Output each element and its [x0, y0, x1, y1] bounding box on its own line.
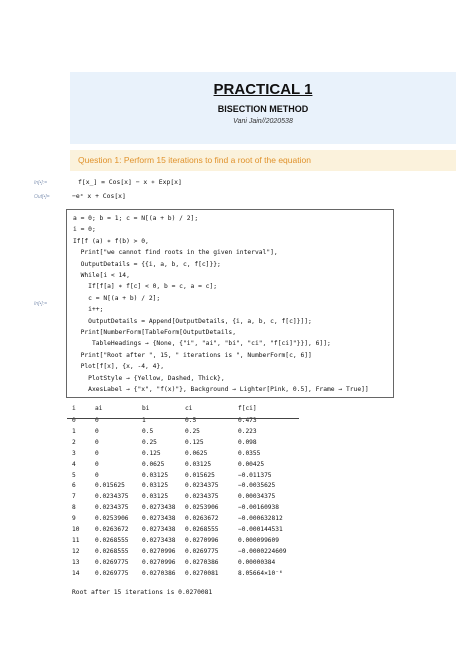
table-cell: 0.0625 [185, 449, 208, 457]
table-cell: 0.03125 [142, 493, 169, 501]
table-header-cell: ci [185, 405, 193, 412]
table-cell: 0 [72, 417, 76, 424]
function-output: −eˣ x + Cos[x] [72, 192, 126, 200]
question-banner [70, 150, 456, 171]
code-line: TableHeadings → {None, {"i", "ai", "bi", "ci", "f[ci]"}}], 6]]; [73, 340, 331, 348]
page-title: PRACTICAL 1 [213, 81, 313, 98]
table-cell: 0.0269775 [185, 547, 219, 555]
table-cell: 0.0253906 [95, 515, 129, 523]
table-cell: 0.03125 [142, 471, 169, 479]
table-cell: 1 [142, 417, 146, 424]
table-header-cell: f[ci] [238, 405, 257, 412]
table-cell: 0.00425 [238, 460, 265, 468]
code-line: Plot[f[x], {x, -4, 4}, [73, 363, 164, 371]
table-cell: 0.03125 [142, 482, 169, 490]
code-input-cell[interactable] [66, 209, 394, 398]
table-cell: −0.0035625 [238, 482, 276, 490]
table-cell: 0.0234375 [95, 504, 129, 512]
table-cell: 0.5 [142, 427, 154, 435]
table-cell: 0.03125 [185, 460, 212, 468]
code-line: a = 0; b = 1; c = N[(a + b) / 2]; [73, 215, 199, 222]
table-cell: 3 [72, 449, 76, 457]
table-cell: 2 [72, 438, 76, 446]
table-cell: 0.098 [238, 438, 257, 446]
code-line: i++; [73, 306, 104, 314]
table-cell: 10 [72, 526, 80, 533]
question-text: Question 1: Perform 15 iterations to find a root of the equation [78, 155, 311, 165]
table-cell: 11 [72, 536, 80, 544]
table-cell: 0.0234375 [185, 482, 219, 490]
table-cell: 5 [72, 471, 76, 479]
input-label-1: In[•]:= [34, 180, 48, 186]
table-cell: 4 [72, 460, 76, 468]
table-cell: 0.00034375 [238, 493, 276, 501]
table-cell: 0.015625 [185, 471, 215, 479]
author-line: Vani Jain//2020538 [233, 118, 293, 125]
table-cell: 0 [95, 449, 99, 457]
table-cell: 0.015625 [95, 482, 125, 490]
code-line: PlotStyle → {Yellow, Dashed, Thick}, [73, 374, 225, 382]
table-cell: −0.011375 [238, 471, 272, 479]
table-cell: 0.0269775 [95, 569, 129, 577]
function-definition[interactable]: f[x_] = Cos[x] − x ∗ Exp[x] [78, 178, 182, 186]
table-cell: 0.0273438 [142, 526, 176, 533]
table-cell: 0 [95, 438, 99, 446]
table-cell: 0.0268555 [95, 547, 129, 555]
table-cell: 8 [72, 504, 76, 512]
table-cell: 0.0270996 [142, 558, 176, 566]
table-cell: 0.0268555 [95, 536, 129, 544]
table-cell: 13 [72, 558, 80, 566]
table-cell: −0.00160938 [238, 504, 279, 512]
table-cell: 0.25 [142, 438, 157, 446]
code-line: i = 0; [73, 226, 96, 234]
table-cell: 0 [95, 471, 99, 479]
table-cell: 0.0263672 [95, 526, 129, 533]
table-cell: 0.5 [185, 417, 197, 424]
table-cell: 0.125 [142, 449, 161, 457]
table-cell: 0.0273438 [142, 515, 176, 523]
table-cell: 0.0355 [238, 449, 261, 457]
table-cell: 0.0270081 [185, 569, 219, 577]
code-line: While[i < 14, [73, 272, 130, 279]
table-cell: 8.05664×10⁻⁶ [238, 569, 283, 577]
table-cell: −0.000632812 [238, 515, 283, 523]
table-header-cell: i [72, 405, 76, 412]
table-cell: 6 [72, 482, 76, 490]
table-cell: 1 [72, 427, 76, 435]
table-cell: 0.0234375 [185, 493, 219, 501]
table-cell: 9 [72, 515, 76, 523]
input-label-2: In[•]:= [34, 301, 48, 307]
table-cell: 0.125 [185, 438, 204, 446]
table-cell: 0.0270996 [185, 536, 219, 544]
page-subtitle: BISECTION METHOD [217, 104, 309, 114]
table-cell: 0.0268555 [185, 526, 219, 533]
root-result-text: Root after 15 iterations is 0.0270081 [72, 589, 213, 596]
table-header-cell: bi [142, 405, 150, 412]
table-cell: 0.25 [185, 427, 200, 435]
output-label-1: Out[•]= [34, 194, 50, 200]
table-cell: 7 [72, 493, 76, 501]
table-cell: 0.0270386 [142, 569, 176, 577]
code-line: Print["we cannot find roots in the given interval"], [73, 249, 278, 257]
code-line: If[f[a] ∗ f[c] < 0, b = c, a = c]; [73, 283, 218, 291]
table-cell: 0 [95, 417, 99, 424]
code-line: OutputDetails = {{i, a, b, c, f[c]}}; [73, 260, 221, 268]
code-line: If[f (a) ∗ f(b) > 0, [73, 237, 149, 245]
table-cell: 0 [95, 427, 99, 435]
code-line: Print[NumberForm[TableForm[OutputDetails, [73, 329, 237, 336]
table-cell: −0.0000224609 [238, 547, 287, 555]
table-cell: 14 [72, 569, 80, 577]
table-cell: 0.473 [238, 417, 257, 424]
table-cell: 0.0234375 [95, 493, 129, 501]
title-block [70, 72, 456, 144]
table-cell: 0.0263672 [185, 515, 219, 523]
table-cell: 0.223 [238, 427, 257, 435]
table-cell: 0.0273438 [142, 504, 176, 512]
table-header-cell: ai [95, 405, 103, 412]
table-cell: 12 [72, 547, 80, 555]
table-cell: 0.0269775 [95, 558, 129, 566]
code-line: OutputDetails = Append[OutputDetails, {i, a, b, c, f[c]}]]; [73, 317, 312, 325]
code-line: c = N[(a + b) / 2]; [73, 294, 161, 302]
table-header-divider [67, 418, 299, 419]
table-cell: 0.0270386 [185, 558, 219, 566]
table-cell: 0.0270996 [142, 547, 176, 555]
table-cell: 0.00000384 [238, 558, 276, 566]
table-cell: −0.000144531 [238, 526, 283, 533]
table-cell: 0 [95, 460, 99, 468]
table-cell: 0.0253906 [185, 504, 219, 512]
code-line: AxesLabel → {"x", "f(x)"}, Background → Lighter[Pink, 0.5], Frame → True]] [73, 386, 369, 393]
table-cell: 0.0625 [142, 460, 165, 468]
table-cell: 0.0273438 [142, 536, 176, 544]
code-line: Print["Root after ", 15, " iterations is ", NumberForm[c, 6]] [73, 351, 312, 359]
table-cell: 0.000099609 [238, 536, 279, 544]
